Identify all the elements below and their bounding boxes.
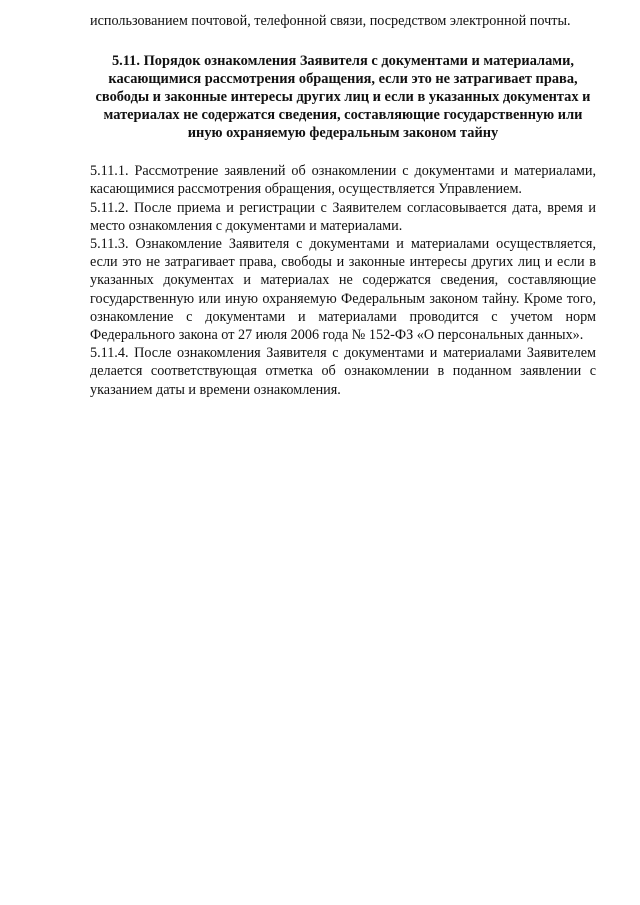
paragraph-5-11-2: 5.11.2. После приема и регистрации с Заявителем согласовывается дата, время и место ознакомления с документами и материалами. bbox=[90, 199, 596, 234]
continuation-text: использованием почтовой, телефонной связи, посредством электронной почты. bbox=[90, 13, 571, 29]
section-heading: 5.11. Порядок ознакомления Заявителя с документами и материалами, касающимися рассмотрения обращения, если это не затрагивает права, свободы и законные интересы других лиц и если в указанных документах и материалах не содержатся сведения, составляющие государственную или иную охраняемую федеральным законом тайну bbox=[95, 53, 591, 142]
paragraph-5-11-3: 5.11.3. Ознакомление Заявителя с документами и материалами осуществляется, если это не затрагивает права, свободы и законные интересы других лиц и если в указанных документах и материалах не содержатся сведения, составляющие государственную или иную охраняемую Федеральным законом тайну. Кроме того, ознакомление с документами и материалами проводится с учетом норм Федерального закона от 27 июля 2006 года № 152-ФЗ «О персональных данных». bbox=[90, 236, 596, 344]
paragraph-5-11-1: 5.11.1. Рассмотрение заявлений об ознакомлении с документами и материалами, касающимися рассмотрения обращения, осуществляется Управлением. bbox=[90, 163, 596, 198]
paragraph-5-11-4: 5.11.4. После ознакомления Заявителя с документами и материалами Заявителем делается соответствующая отметка об ознакомлении в поданном заявлении с указанием даты и времени ознакомления. bbox=[90, 345, 596, 398]
